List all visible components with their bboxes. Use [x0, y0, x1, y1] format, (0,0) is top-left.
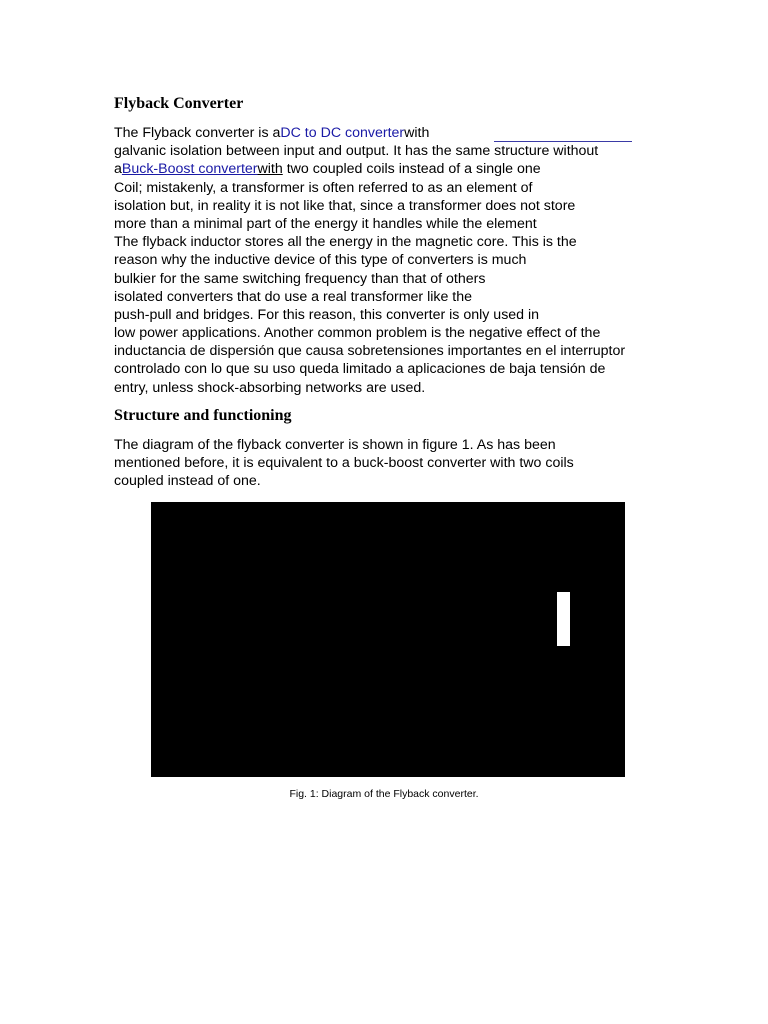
text-line: [114, 124, 674, 142]
text-line: isolation but, in reality it is not like that, since a transformer does not store: [114, 197, 576, 214]
text-line: isolated converters that do use a real transformer like the: [114, 288, 473, 305]
text-line: The flyback inductor stores all the energy in the magnetic core. This is the: [114, 234, 577, 251]
text-line: coupled instead of one.: [114, 473, 261, 490]
text-line: bulkier for the same switching frequency than that of others: [114, 270, 486, 287]
text-line: controlado con lo que su uso queda limitado a aplicaciones de baja tensión de: [114, 361, 606, 378]
text-line: more than a minimal part of the energy it handles while the element: [114, 215, 537, 232]
section-title-flyback: Flyback Converter: [114, 95, 244, 112]
text-line: The diagram of the flyback converter is shown in figure 1. As has been: [114, 437, 556, 453]
text-line: push-pull and bridges. For this reason, this converter is only used in: [114, 306, 540, 323]
intro-paragraph: [114, 124, 674, 397]
text-line: [114, 160, 674, 178]
blank-link-underline: [494, 141, 632, 142]
text-line: mentioned before, it is equivalent to a buck-boost converter with two coils: [114, 455, 574, 472]
text-line: inductancia de dispersión que causa sobretensiones importantes en el interruptor: [114, 343, 626, 360]
text-line: reason why the inductive device of this type of converters is much: [114, 252, 527, 269]
flyback-diagram-figure: [151, 502, 625, 777]
text-span: two coupled coils instead of a single one: [282, 161, 541, 178]
link-dc-to-dc-converter[interactable]: DC to DC converter: [280, 125, 405, 141]
link-buck-boost-converter[interactable]: Buck-Boost converter: [121, 161, 258, 178]
text-line: low power applications. Another common problem is the negative effect of the: [114, 325, 601, 342]
text-line: galvanic isolation between input and output. It has the same structure without: [114, 143, 599, 160]
section-title-structure: Structure and functioning: [114, 407, 292, 424]
text-span: with: [257, 161, 283, 178]
structure-paragraph: [114, 436, 674, 491]
figure-caption: Fig. 1: Diagram of the Flyback converter.: [289, 788, 479, 800]
text-line: Coil; mistakenly, a transformer is often referred to as an element of: [114, 179, 533, 196]
text-span: The Flyback converter is a: [114, 125, 281, 141]
text-span: a: [114, 161, 122, 178]
text-span: with: [404, 125, 430, 141]
text-line: entry, unless shock-absorbing networks are used.: [114, 379, 426, 396]
figure-white-bar: [557, 592, 570, 646]
